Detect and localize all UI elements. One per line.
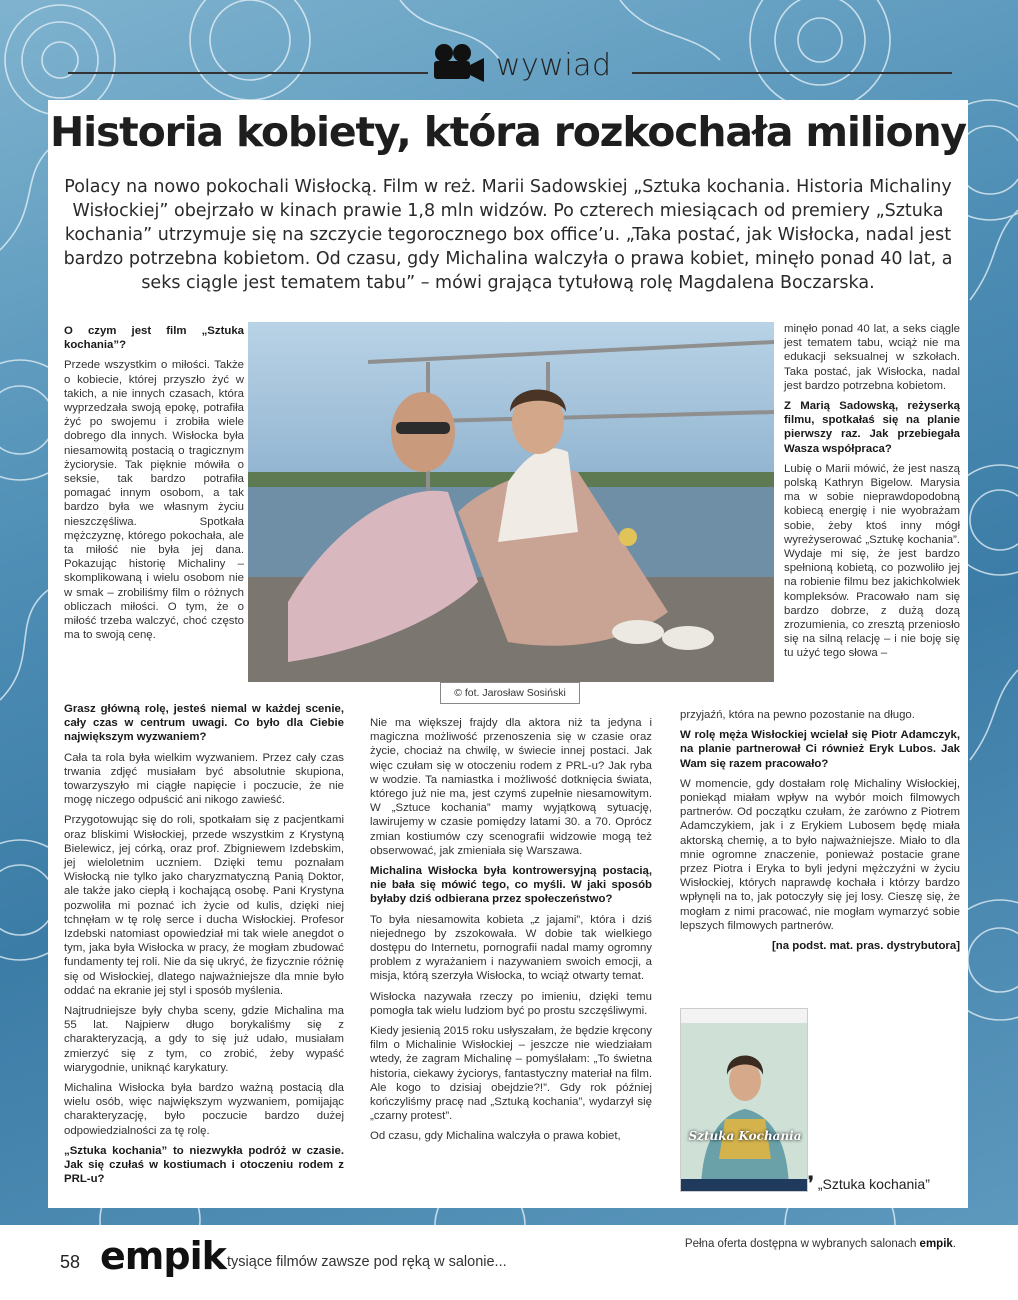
paragraph: Kiedy jesienią 2015 roku usłyszałam, że będzie kręcony film o Michalinie Wisłockiej – jeszcze nie wiedziałam wtedy, że zagram Michalinę – pomyślałam: „To świetna historia, ciekawy życiorys, fantastyczny materiał na film. Ale kogo to dzisiaj obejdzie?!”. Gdy rok później kończyliśmy pracę nad „Sztuką kochania”, wydarzył się „czarny protest”. — [370, 1025, 652, 1123]
source-note: [na podst. mat. pras. dystrybutora] — [772, 940, 960, 953]
dvd-cover — [680, 1008, 808, 1192]
paragraph: Cała ta rola była wielkim wyzwaniem. Przez cały czas trwania zdjęć musiałam być absolutnie skupiona, towarzyszyło mi ciągłe napięcie i poczucie, że nie mogę niczego odpuścić ani nikogo zawieść. — [64, 751, 344, 807]
column-1-bottom — [64, 700, 344, 1187]
footer-offer — [685, 1238, 956, 1250]
question-6: W rolę męża Wisłockiej wcielał się Piotr Adamczyk, na planie partnerował Ci również Eryk Lubos. Jak Wam się razem pracowało? — [680, 729, 960, 770]
column-3-top — [784, 322, 960, 661]
film-camera-icon — [430, 43, 488, 88]
column-2 — [370, 716, 652, 1144]
question-4: Michalina Wisłocka była kontrowersyjną postacią, nie bała się mówić tego, co myśli. W jaki sposób byłaby dziś odbierana przez społeczeństwo? — [370, 865, 652, 906]
paragraph: Nie ma większej frajdy dla aktora niż ta jedyna i magiczna możliwość przenoszenia się w czasie oraz życie, chociaż na chwilę, w świecie innej postaci. Jak więc czułam się w otoczeniu rodem z PRL-u? Jak ryba w wodzie. Ta namiastka i możliwość dotknięcia świata, którego już nie ma, jest czymś zupełnie niesamowitym. W „Sztuce kochania” mamy wyjątkową sytuację, lawirujemy w czasie pomiędzy latami 30. a 70. Oprócz zmian kostiumów czy scenografii widzowie mogą też obserwować, jak zmieniała się Warszawa. — [370, 717, 652, 857]
product-caption — [808, 1173, 930, 1194]
film-still-photo — [248, 322, 774, 682]
empik-logo: empik — [100, 1234, 226, 1278]
paragraph: przyjaźń, która na pewno pozostanie na długo. — [680, 709, 915, 721]
section-label: wywiad — [496, 47, 612, 83]
section-header — [430, 40, 612, 90]
paragraph: Od czasu, gdy Michalina walczyła o prawa kobiet, — [370, 1130, 621, 1143]
page-number: 58 — [60, 1252, 81, 1272]
paragraph: W momencie, gdy dostałam rolę Michaliny Wisłockiej, poniekąd miałam wpływ na wybór moich filmowych partnerów. Od początku czułam, że zarówno z Piotrem Adamczykiem, jak i z Erykiem Lubosem będę miała aktorską chemię, a to było najważniejsze. Miało to dla mnie ogromne znaczenie, ponieważ postacie grane przez Piotra i Eryka to byli jedyni mężczyźni w życiu Wisłockiej, których naprawdę kochała i którzy bardzo wpłynęli na to, jak potoczyły się jej losy. Cieszę się, że mogłam z nimi pracować, nie mogłam wymarzyć sobie lepszych filmowych partnerów. — [680, 777, 960, 932]
offer-brand: empik — [919, 1238, 953, 1250]
paragraph: Michalina Wisłocka była bardzo ważną postacią dla wielu osób, więc największym wyzwaniem, pomijając charakteryzację, było poczucie bardzo dużej odpowiedzialności za tę rolę. — [64, 1082, 344, 1137]
header-rule-left — [68, 72, 428, 74]
quote-mark-icon: ❜ — [808, 1173, 814, 1194]
paragraph: Lubię o Marii mówić, że jest naszą polską Kathryn Bigelow. Marysia ma w sobie nieprawdopodobną kobiecą energię i nie wyobrażam sobie, żeby ktoś inny mógł wyreżyserować „Sztukę kochania”. Wydaje mi się, że jest bardzo spełnioną kobietą, co pozwoliło jej na robienie filmu bez jakichkolwiek kompleksów. Pracowało nam się bardzo dobrze, z dużą dozą zrozumienia, co zresztą przeniosło się na silną relację – i nie boję się tu użyć tego słowa – — [784, 462, 960, 660]
footer-tagline: tysiące filmów zawsze pod ręką w salonie... — [227, 1254, 507, 1270]
paragraph: Wisłocka nazywała rzeczy po imieniu, dzięki temu pomogła tak wielu ludziom być po prostu szczęśliwymi. — [370, 990, 652, 1017]
paragraph: To była niesamowita kobieta „z jajami”, która i dziś niejednego by zszokowała. W dobie tak wielkiego dostępu do Internetu, pornografii nadal mamy ogromny problem z wyrażaniem i nazywaniem swoich emocji, a misja, którą szerzyła Wisłocka, to wciąż otwarty temat. — [370, 913, 652, 983]
question-2: Grasz główną rolę, jesteś niemal w każdej scenie, cały czas w centrum uwagi. Co było dla Ciebie największym wyzwaniem? — [64, 703, 344, 744]
offer-suffix: . — [952, 1238, 956, 1250]
photo-credit: © fot. Jarosław Sosiński — [440, 682, 580, 704]
answer-1: Przede wszystkim o miłości. Także o kobiecie, której przyszło żyć w takich, a nie innych czasach, która wyprzedzała swoją epokę, potrafiła żyć po swojemu i zrobiła wiele dobrego dla innych. Wisłocka była niesamowitą postacią o tragicznym życiorysie. Tak pięknie mówiła o seksie, tak bardzo potrafiła pomagać innym osobom, a tak bardzo była we własnym życiu nieszczęśliwa. Spotkała mężczyznę, którego pokochała, ale ta miłość nie była jej dana. Pokazując historię Michaliny – skomplikowaną i wielu osobom nie w smak – zrobiliśmy film o różnych obliczach miłości. O tym, że o miłość trzeba walczyć, choć często ma to swoją cenę. — [64, 359, 244, 642]
article-title: Historia kobiety, która rozkochała miliony — [50, 108, 966, 156]
paragraph: Przygotowując się do roli, spotkałam się z pacjentkami oraz bliskimi Wisłockiej, przede wszystkim z Krystyną Bielewicz, jej córką, oraz prof. Zbigniewem Izdebskim, jej wieloletnim uczniem. Dzięki temu poznałam Wisłocką nie tylko jako charyzmatyczną Panią Doktor, ale także jako ciepłą i kochającą osobę. Pani Krystyna pozwoliła mi poznać ich życie od kulis, dzięki niej tchnęłam w tę rolę serce i ducha Wisłockiej. Profesor Izdebski natomiast opowiedział mi tak wiele anegdot o tym, jaka była Wisłocka w pracy, że mogłam zbudować fundamenty tej roli. Nie da się ukryć, że fizycznie różnię się od Wisłockiej, dlatego najważniejsze dla mnie było oddać na ekranie jej styl i sposób myślenia. — [64, 814, 344, 997]
question-3: „Sztuka kochania” to niezwykła podróż w czasie. Jak się czułaś w kostiumach i otoczeniu rodem z PRL-u? — [64, 1144, 344, 1186]
column-3-bottom — [680, 708, 960, 953]
paragraph: minęło ponad 40 lat, a seks ciągle jest tematem tabu, wciąż nie ma edukacji seksualnej w szkołach. Taka postać, jak Wisłocka, nadal jest bardzo potrzebna kobietom. — [784, 323, 960, 392]
offer-text: Pełna oferta dostępna w wybranych salonach — [684, 1238, 920, 1250]
header-rule-right — [632, 72, 952, 74]
question-1: O czym jest film „Sztuka kochania”? — [64, 325, 244, 352]
column-1-top — [64, 322, 244, 642]
article-lead: Polacy na nowo pokochali Wisłocką. Film w reż. Marii Sadowskiej „Sztuka kochania. Historia Michaliny Wisłockiej” obejrzało w kinach prawie 1,8 mln widzów. Po czterech miesiącach od premiery „Sztuka kochania” utrzymuje się na szczycie tegorocznego box office’u. „Taka postać, jak Wisłocka, nadal jest bardzo potrzebna kobietom. Od czasu, gdy Michalina walczyła o prawa kobiet, minęło ponad 40 lat, a seks ciągle jest tematem tabu” – mówi grająca tytułową rolę Magdalena Boczarska. — [63, 177, 953, 293]
question-5: Z Marią Sadowską, reżyserką filmu, spotkałaś się na planie pierwszy raz. Jak przebiegała Wasza współpraca? — [784, 400, 960, 455]
paragraph: Najtrudniejsze były chyba sceny, gdzie Michalina ma 55 lat. Najpierw długo borykaliśmy się z charakteryzacją, a gdy to się już udało, musiałam zmierzyć się z tym, co zrobić, żeby wypaść wiarygodnie, uniknąć karykatury. — [64, 1005, 344, 1074]
cover-title: Sztuka Kochania — [688, 1129, 802, 1143]
product-name: „Sztuka kochania” — [817, 1176, 930, 1192]
